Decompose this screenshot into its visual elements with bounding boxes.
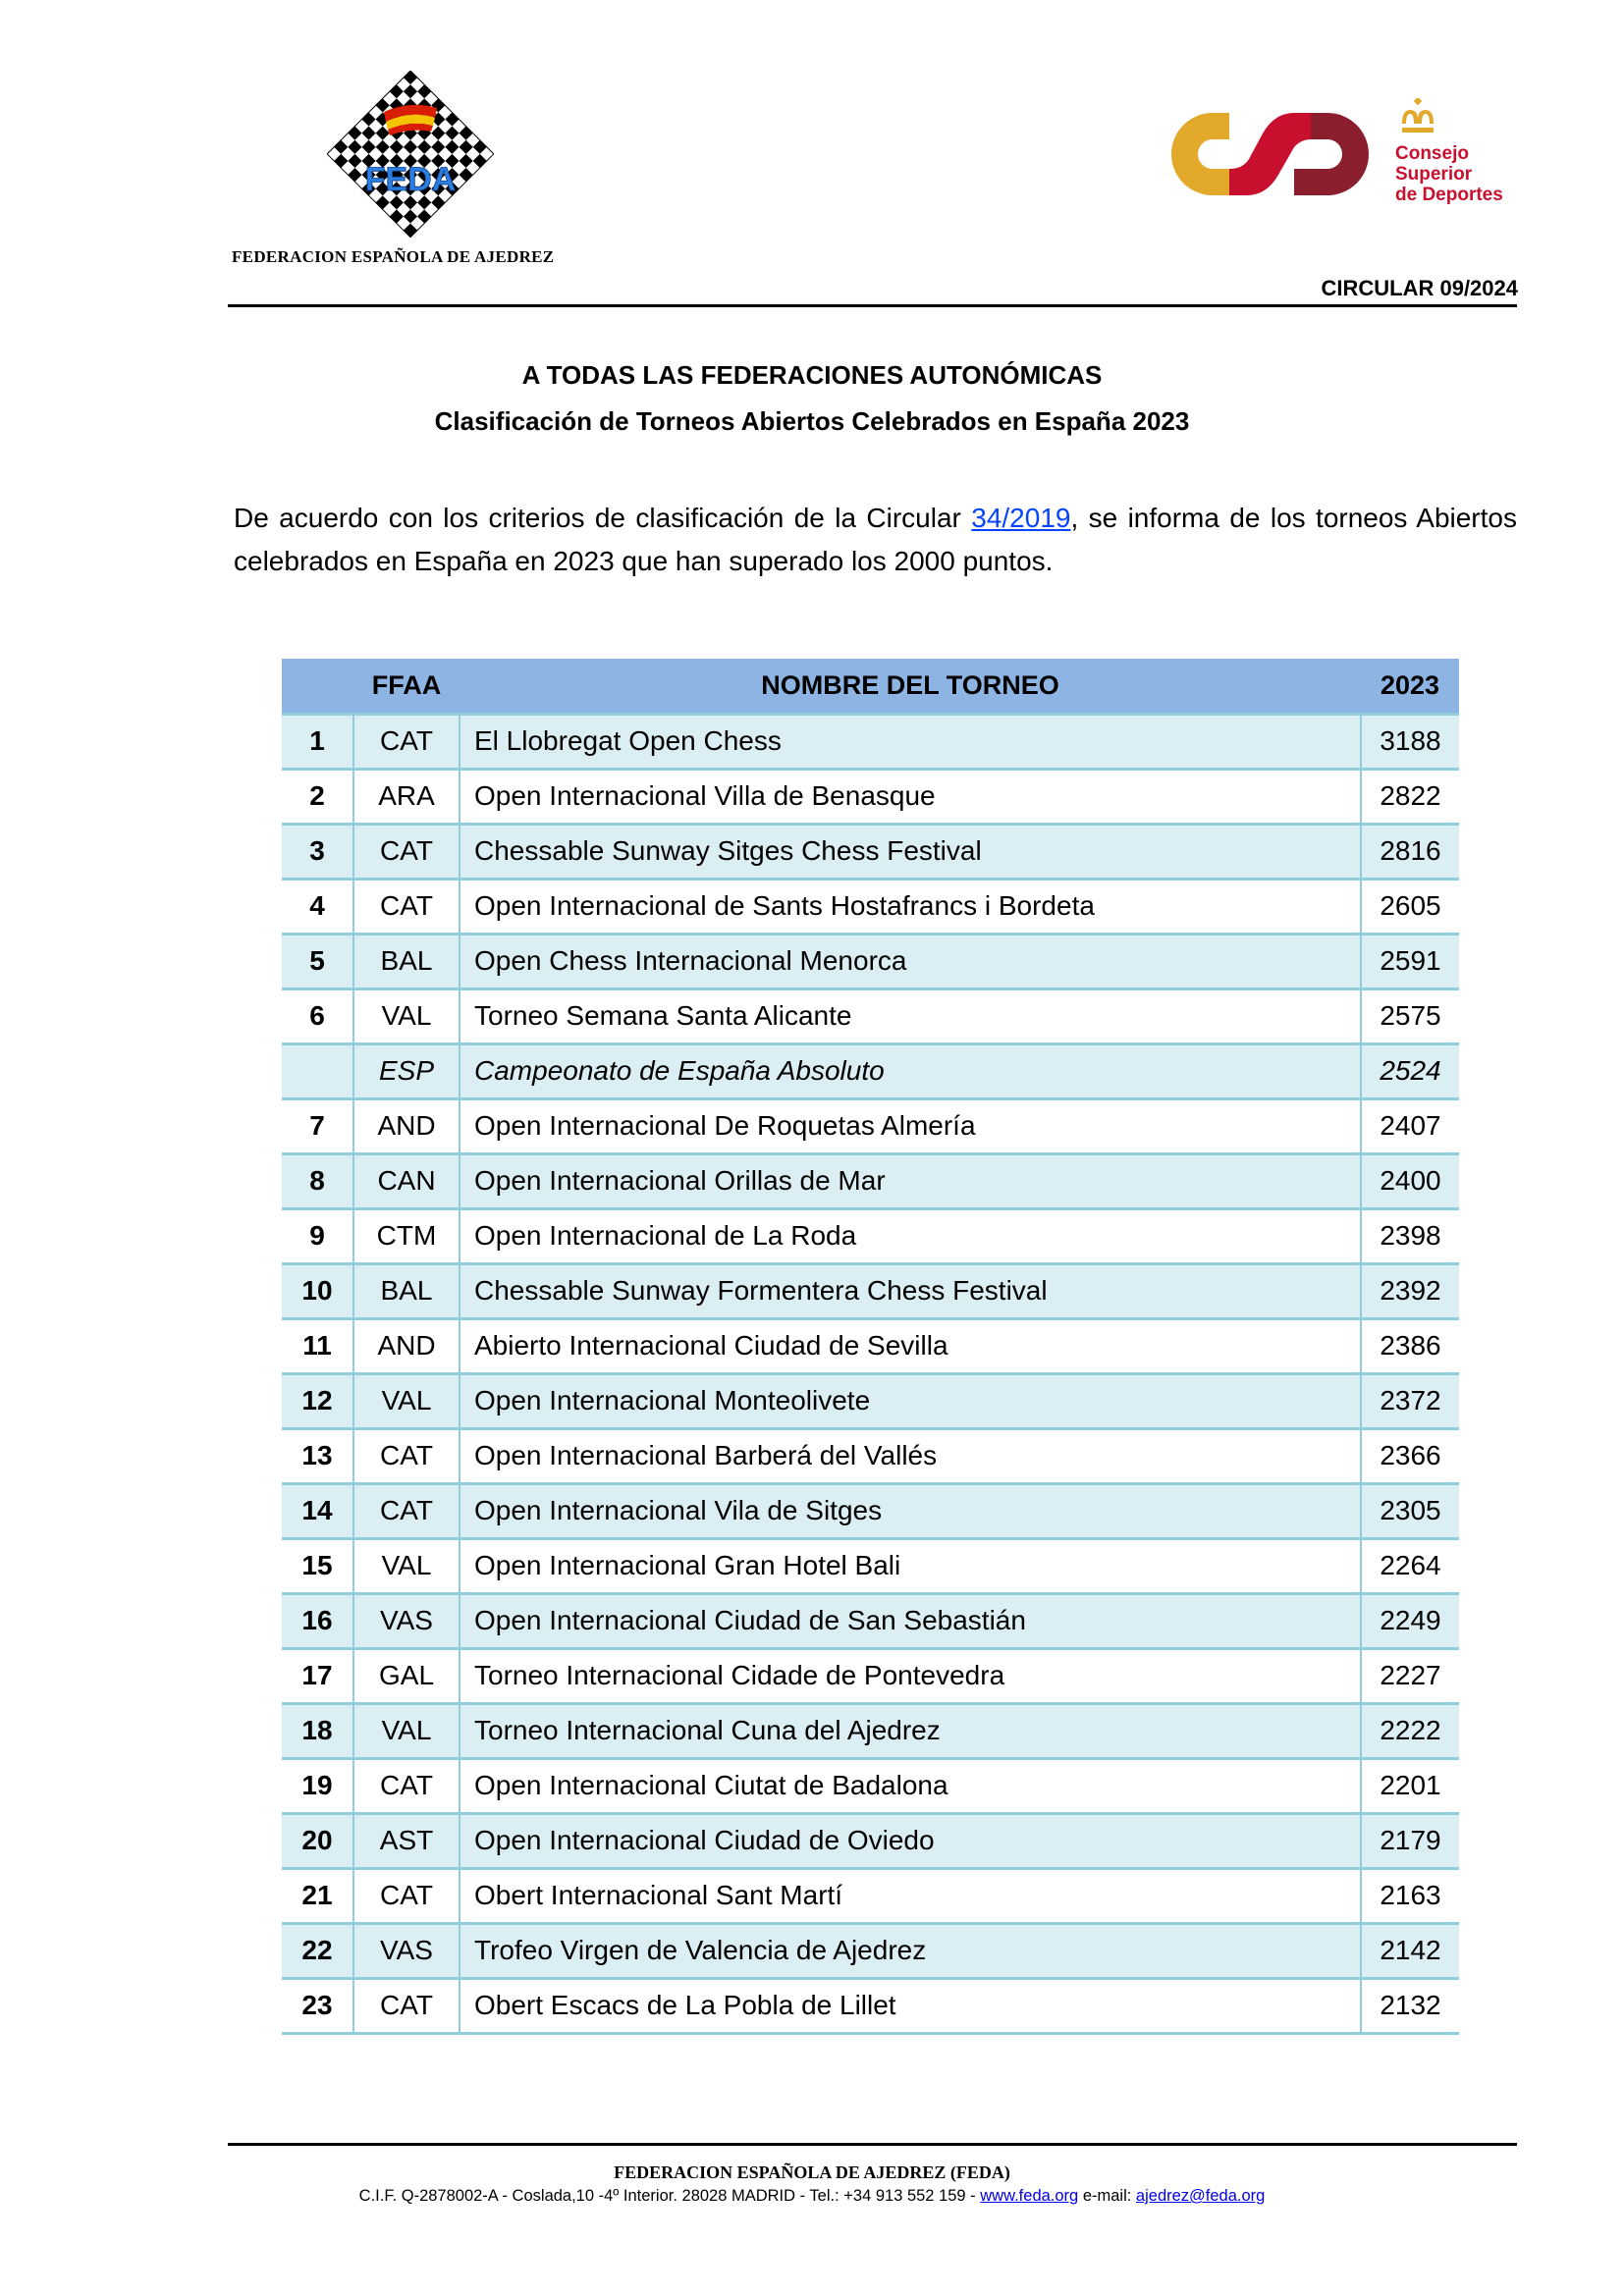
cell-tournament-name: Chessable Sunway Formentera Chess Festival [460,1263,1361,1318]
cell-points: 2524 [1361,1043,1459,1098]
cell-tournament-name: Trofeo Virgen de Valencia de Ajedrez [460,1923,1361,1978]
recipient-title: A TODAS LAS FEDERACIONES AUTONÓMICAS [521,360,1103,390]
cell-points: 2816 [1361,824,1459,879]
cell-ffaa: VAS [353,1923,460,1978]
cell-rank: 12 [282,1373,353,1428]
footer-org: FEDERACION ESPAÑOLA DE AJEDREZ (FEDA) [614,2163,1010,2182]
table-header-row [282,659,1459,714]
footer-address: C.I.F. Q-2878002-A - Coslada,10 -4º Interior. 28028 MADRID - Tel.: +34 913 552 159 - [358,2187,981,2205]
cell-ffaa: BAL [353,934,460,988]
intro-text: , se informa de los torneos Abiertos celebrados en España en 2023 que han superado los 2000 puntos. [234,503,1517,576]
cell-points: 2142 [1361,1923,1459,1978]
cell-tournament-name: Open Internacional Ciutat de Badalona [460,1758,1361,1813]
header-divider [228,304,1517,307]
cell-tournament-name: Open Internacional Ciudad de Oviedo [460,1813,1361,1868]
cell-rank: 2 [282,769,353,824]
cell-tournament-name: Open Internacional Barberá del Vallés [460,1428,1361,1483]
cell-points: 2407 [1361,1098,1459,1153]
cell-ffaa: CAT [353,1978,460,2033]
cell-rank: 4 [282,879,353,934]
cell-rank: 21 [282,1868,353,1923]
cell-ffaa: CTM [353,1208,460,1263]
cell-rank: 7 [282,1098,353,1153]
table-row [282,1703,1459,1758]
cell-points: 2132 [1361,1978,1459,2033]
cell-tournament-name: Torneo Internacional Cidade de Pontevedra [460,1648,1361,1703]
table-row [282,1208,1459,1263]
cell-ffaa: ESP [353,1043,460,1098]
cell-ffaa: VAL [353,1703,460,1758]
circular-number: CIRCULAR 09/2024 [1321,276,1518,300]
tournament-table [282,659,1459,2035]
cell-points: 2386 [1361,1318,1459,1373]
table-row [282,1483,1459,1538]
cell-tournament-name: Open Internacional Ciudad de San Sebastián [460,1593,1361,1648]
table-row [282,714,1459,769]
table-row [282,1593,1459,1648]
cell-ffaa: ARA [353,769,460,824]
cell-ffaa: CAT [353,1428,460,1483]
cell-ffaa: VAL [353,1538,460,1593]
cell-tournament-name: Obert Internacional Sant Martí [460,1868,1361,1923]
cell-rank: 1 [282,714,353,769]
col-header-points: 2023 [1361,659,1459,714]
cell-ffaa: CAT [353,1483,460,1538]
table-row [282,824,1459,879]
cell-rank: 3 [282,824,353,879]
document-title: Clasificación de Torneos Abiertos Celebrados en España 2023 [434,406,1190,436]
table-row [282,1923,1459,1978]
cell-ffaa: AND [353,1098,460,1153]
feda-logo [327,71,494,238]
cell-rank: 16 [282,1593,353,1648]
cell-ffaa: CAT [353,824,460,879]
table-row [282,1373,1459,1428]
crown-icon [1398,98,1437,135]
cell-tournament-name: Torneo Internacional Cuna del Ajedrez [460,1703,1361,1758]
cell-tournament-name: Torneo Semana Santa Alicante [460,988,1361,1043]
cell-rank [282,1043,353,1098]
cell-ffaa: BAL [353,1263,460,1318]
cell-points: 2392 [1361,1263,1459,1318]
cell-rank: 8 [282,1153,353,1208]
cell-points: 2264 [1361,1538,1459,1593]
cell-tournament-name: Campeonato de España Absoluto [460,1043,1361,1098]
table-row [282,1043,1459,1098]
website-link[interactable]: www.feda.org [980,2187,1079,2205]
cell-points: 2575 [1361,988,1459,1043]
col-header-ffaa: FFAA [353,659,460,714]
footer-contact [0,2187,1624,2206]
table-row [282,1098,1459,1153]
cell-ffaa: AST [353,1813,460,1868]
cell-points: 2249 [1361,1593,1459,1648]
email-label: e-mail: [1078,2187,1136,2205]
table-row [282,1428,1459,1483]
intro-text: De acuerdo con los criterios de clasificación de la Circular [234,503,972,533]
cell-tournament-name: Open Internacional Orillas de Mar [460,1153,1361,1208]
cell-ffaa: VAS [353,1593,460,1648]
cell-tournament-name: El Llobregat Open Chess [460,714,1361,769]
cell-points: 2201 [1361,1758,1459,1813]
cell-ffaa: CAT [353,1868,460,1923]
cell-tournament-name: Open Internacional de La Roda [460,1208,1361,1263]
cell-tournament-name: Open Internacional Monteolivete [460,1373,1361,1428]
cell-rank: 20 [282,1813,353,1868]
table-row [282,1813,1459,1868]
cell-rank: 14 [282,1483,353,1538]
cell-rank: 10 [282,1263,353,1318]
table-row [282,1538,1459,1593]
org-name: FEDERACION ESPAÑOLA DE AJEDREZ [232,247,555,266]
table-row [282,1153,1459,1208]
cell-rank: 11 [282,1318,353,1373]
cell-points: 2163 [1361,1868,1459,1923]
cell-points: 2222 [1361,1703,1459,1758]
email-link[interactable]: ajedrez@feda.org [1135,2187,1266,2205]
circular-link[interactable]: 34/2019 [971,503,1071,533]
cell-tournament-name: Open Internacional Gran Hotel Bali [460,1538,1361,1593]
cell-rank: 15 [282,1538,353,1593]
csd-logo [1168,108,1380,201]
csd-name-line: Superior [1395,164,1473,185]
cell-rank: 13 [282,1428,353,1483]
col-header-name: NOMBRE DEL TORNEO [460,659,1361,714]
cell-tournament-name: Open Internacional de Sants Hostafrancs i Bordeta [460,879,1361,934]
cell-rank: 9 [282,1208,353,1263]
cell-ffaa: GAL [353,1648,460,1703]
cell-tournament-name: Chessable Sunway Sitges Chess Festival [460,824,1361,879]
cell-rank: 19 [282,1758,353,1813]
cell-ffaa: CAT [353,879,460,934]
cell-rank: 17 [282,1648,353,1703]
csd-name-line: de Deportes [1395,185,1503,205]
table-row [282,769,1459,824]
cell-tournament-name: Abierto Internacional Ciudad de Sevilla [460,1318,1361,1373]
cell-tournament-name: Open Chess Internacional Menorca [460,934,1361,988]
cell-rank: 22 [282,1923,353,1978]
table-row [282,988,1459,1043]
cell-points: 2605 [1361,879,1459,934]
footer-divider [228,2143,1517,2146]
table-row [282,1263,1459,1318]
cell-tournament-name: Obert Escacs de La Pobla de Lillet [460,1978,1361,2033]
cell-points: 3188 [1361,714,1459,769]
cell-ffaa: VAL [353,988,460,1043]
table-row [282,1758,1459,1813]
cell-ffaa: VAL [353,1373,460,1428]
intro-paragraph [234,497,1517,583]
cell-points: 2372 [1361,1373,1459,1428]
csd-name [1395,143,1503,205]
cell-rank: 6 [282,988,353,1043]
cell-points: 2179 [1361,1813,1459,1868]
cell-points: 2227 [1361,1648,1459,1703]
cell-tournament-name: Open Internacional Villa de Benasque [460,769,1361,824]
cell-ffaa: CAN [353,1153,460,1208]
cell-points: 2366 [1361,1428,1459,1483]
table-row [282,879,1459,934]
cell-points: 2400 [1361,1153,1459,1208]
table-row [282,1978,1459,2033]
table-row [282,934,1459,988]
csd-name-line: Consejo [1395,143,1469,164]
cell-ffaa: CAT [353,1758,460,1813]
table-row [282,1868,1459,1923]
cell-rank: 18 [282,1703,353,1758]
cell-points: 2305 [1361,1483,1459,1538]
cell-ffaa: AND [353,1318,460,1373]
cell-points: 2591 [1361,934,1459,988]
cell-points: 2822 [1361,769,1459,824]
cell-ffaa: CAT [353,714,460,769]
col-header-rank [282,659,353,714]
cell-rank: 5 [282,934,353,988]
cell-rank: 23 [282,1978,353,2033]
table-row [282,1648,1459,1703]
cell-tournament-name: Open Internacional De Roquetas Almería [460,1098,1361,1153]
cell-points: 2398 [1361,1208,1459,1263]
cell-tournament-name: Open Internacional Vila de Sitges [460,1483,1361,1538]
table-row [282,1318,1459,1373]
feda-logo-text: FEDA [364,161,457,198]
